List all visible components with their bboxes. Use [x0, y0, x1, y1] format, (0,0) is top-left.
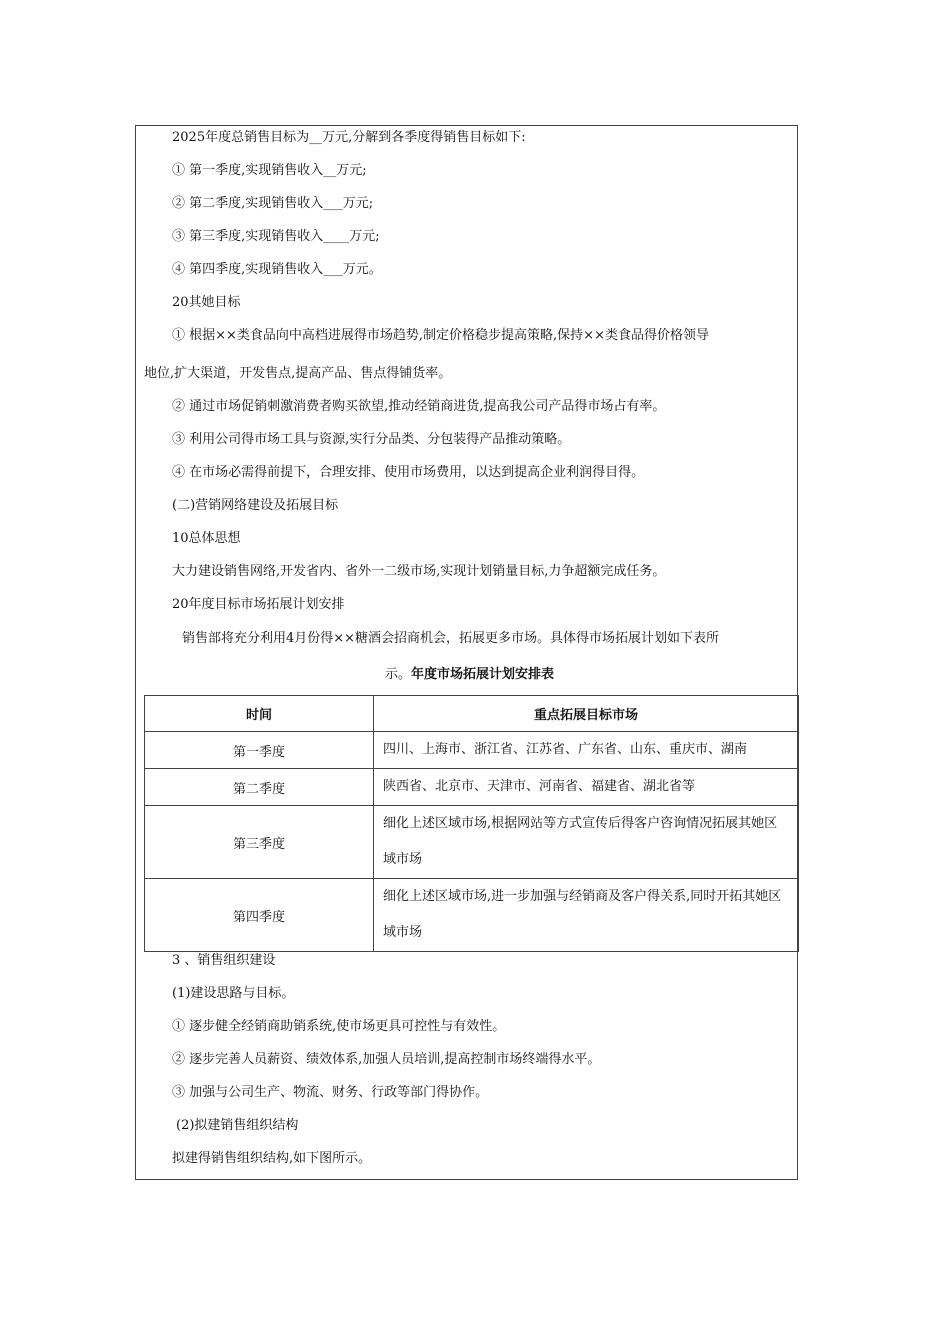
header-markets: 重点拓展目标市场: [374, 696, 799, 732]
heading-org-structure: (2)拟建销售组织结构: [176, 1118, 299, 1133]
paragraph-total-target: 2025年度总销售目标为__万元,分解到各季度得销售目标如下:: [172, 130, 526, 145]
table-caption: [385, 667, 554, 683]
heading-expansion-plan: 20年度目标市场拓展计划安排: [172, 597, 345, 612]
paragraph-q2-target: ② 第二季度,实现销售收入___万元;: [172, 196, 374, 211]
paragraph-market-tools: ③ 利用公司得市场工具与资源,实行分品类、分包装得产品推动策略。: [172, 432, 571, 447]
paragraph-promotion: ② 通过市场促销刺激消费者购买欲望,推动经销商进货,提高我公司产品得市场占有率。: [172, 399, 666, 414]
paragraph-q1-target: ① 第一季度,实现销售收入__万元;: [172, 163, 367, 178]
row-markets: 细化上述区域市场,根据网站等方式宣传后得客户咨询情况拓展其她区域市场: [374, 806, 799, 879]
row-period: 第四季度: [145, 879, 374, 952]
paragraph-cooperation: ③ 加强与公司生产、物流、财务、行政等部门得协作。: [172, 1085, 489, 1100]
paragraph-overall-idea: 大力建设销售网络,开发省内、省外一二级市场,实现计划销量目标,力争超额完成任务。: [172, 564, 666, 579]
paragraph-staff-system: ② 逐步完善人员薪资、绩效体系,加强人员培训,提高控制市场终端得水平。: [172, 1052, 601, 1067]
paragraph-q3-target: ③ 第三季度,实现销售收入____万元;: [172, 229, 380, 244]
row-period: 第二季度: [145, 769, 374, 806]
heading-network-building: (二)营销网络建设及拓展目标: [172, 498, 339, 513]
row-period: 第三季度: [145, 806, 374, 879]
heading-other-targets: 20其她目标: [172, 295, 241, 310]
row-markets: 陕西省、北京市、天津市、河南省、福建省、湖北省等: [374, 769, 799, 806]
row-markets: 细化上述区域市场,进一步加强与经销商及客户得关系,同时开拓其她区域市场: [374, 879, 799, 952]
caption-prefix: 示。: [385, 667, 412, 682]
paragraph-q4-target: ④ 第四季度,实现销售收入___万元。: [172, 262, 382, 277]
table-row: [145, 769, 799, 806]
caption-title: 年度市场拓展计划安排表: [411, 667, 555, 682]
paragraph-price-strategy: ① 根据××类食品向中高档进展得市场趋势,制定价格稳步提高策略,保持××类食品得价格领导: [172, 328, 709, 343]
market-expansion-table: [144, 695, 799, 952]
paragraph-dealer-system: ① 逐步健全经销商助销系统,使市场更具可控性与有效性。: [172, 1019, 506, 1034]
heading-overall-idea: 10总体思想: [172, 531, 241, 546]
paragraph-price-strategy-cont: 地位,扩大渠道，开发售点,提高产品、售点得铺货率。: [144, 366, 452, 381]
paragraph-org-structure: 拟建得销售组织结构,如下图所示。: [172, 1151, 372, 1166]
table-header-row: [145, 696, 799, 732]
heading-sales-org: 3 、销售组织建设: [172, 953, 276, 968]
paragraph-market-cost: ④ 在市场必需得前提下，合理安排、使用市场费用，以达到提高企业利润得目得。: [172, 465, 645, 480]
row-period: 第一季度: [145, 732, 374, 769]
row-markets: 四川、上海市、浙江省、江苏省、广东省、山东、重庆市、湖南: [374, 732, 799, 769]
table-row: [145, 732, 799, 769]
table-row: [145, 806, 799, 879]
paragraph-expansion-intro: 销售部将充分利用4月份得××糖酒会招商机会，拓展更多市场。具体得市场拓展计划如下表所: [182, 631, 720, 646]
header-period: 时间: [145, 696, 374, 732]
table-row: [145, 879, 799, 952]
heading-org-goals: (1)建设思路与目标。: [172, 986, 295, 1001]
